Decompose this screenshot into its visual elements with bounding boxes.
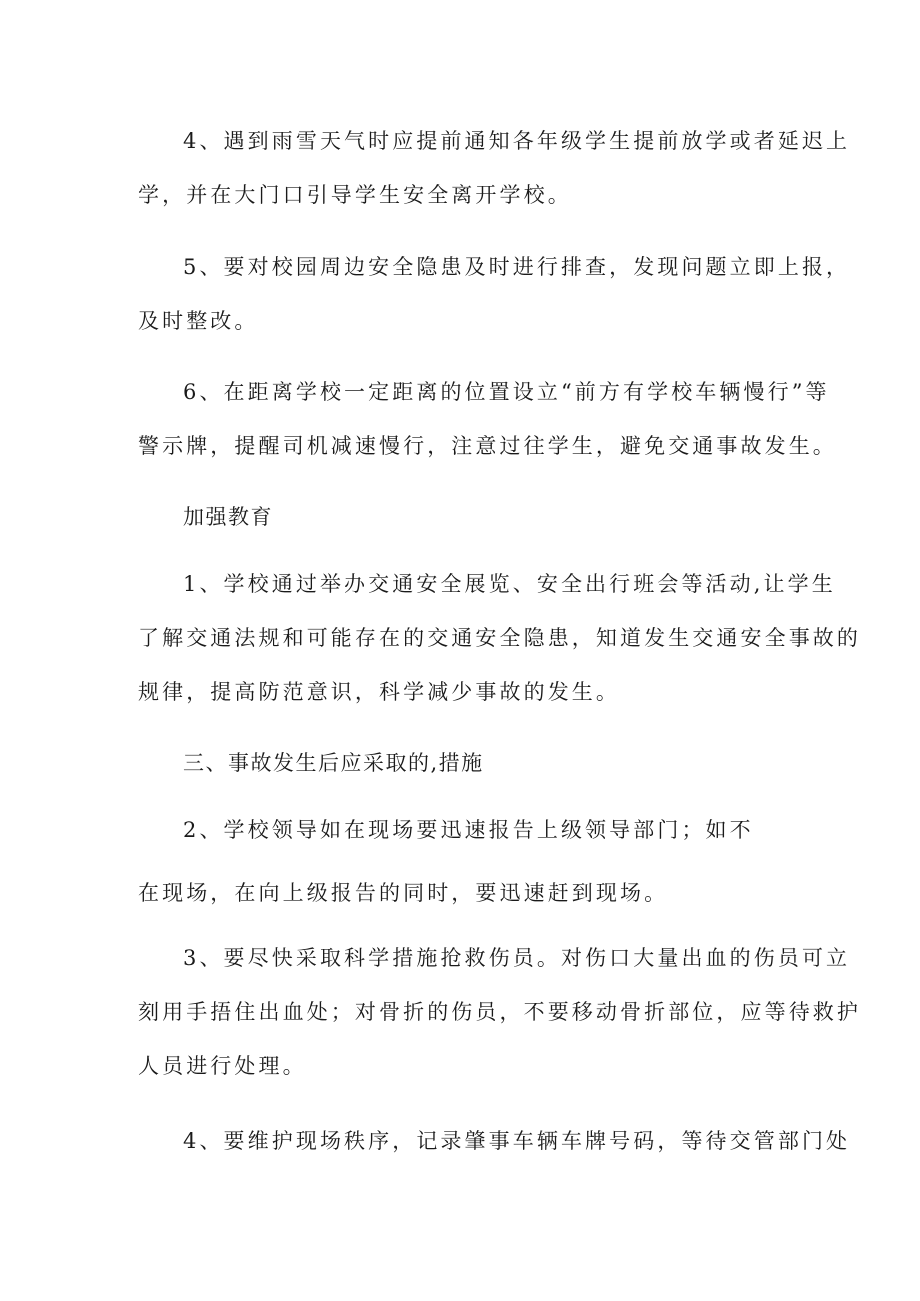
paragraph-line: 1、学校通过举办交通安全展览、安全出行班会等活动,让学生 (183, 572, 836, 596)
paragraph-line: 4、遇到雨雪天气时应提前通知各年级学生提前放学或者延迟上 (183, 129, 851, 153)
paragraph-line: 及时整改。 (138, 309, 259, 333)
paragraph-line: 人员进行处理。 (138, 1054, 307, 1078)
section-heading: 三、事故发生后应采取的,措施 (183, 751, 484, 775)
paragraph-line: 警示牌，提醒司机减速慢行，注意过往学生，避免交通事故发生。 (138, 434, 837, 458)
paragraph-line: 5、要对校园周边安全隐患及时进行排查，发现问题立即上报， (183, 255, 851, 279)
paragraph-line: 3、要尽快采取科学措施抢救伤员。对伤口大量出血的伤员可立 (183, 946, 851, 970)
paragraph-line: 6、在距离学校一定距离的位置设立“前方有学校车辆慢行”等 (183, 380, 830, 404)
paragraph-line: 4、要维护现场秩序，记录肇事车辆车牌号码，等待交管部门处 (183, 1129, 851, 1153)
paragraph-line: 了解交通法规和可能存在的交通安全隐患，知道发生交通安全事故的 (138, 626, 861, 650)
paragraph-line: 刻用手捂住出血处；对骨折的伤员，不要移动骨折部位，应等待救护 (138, 1000, 861, 1024)
paragraph-line: 规律，提高防范意识，科学减少事故的发生。 (138, 680, 620, 704)
paragraph-line: 在现场，在向上级报告的同时，要迅速赶到现场。 (138, 881, 669, 905)
paragraph-line: 学，并在大门口引导学生安全离开学校。 (138, 183, 572, 207)
section-heading: 加强教育 (183, 505, 273, 529)
paragraph-line: 2、学校领导如在现场要迅速报告上级领导部门；如不 (183, 818, 754, 842)
